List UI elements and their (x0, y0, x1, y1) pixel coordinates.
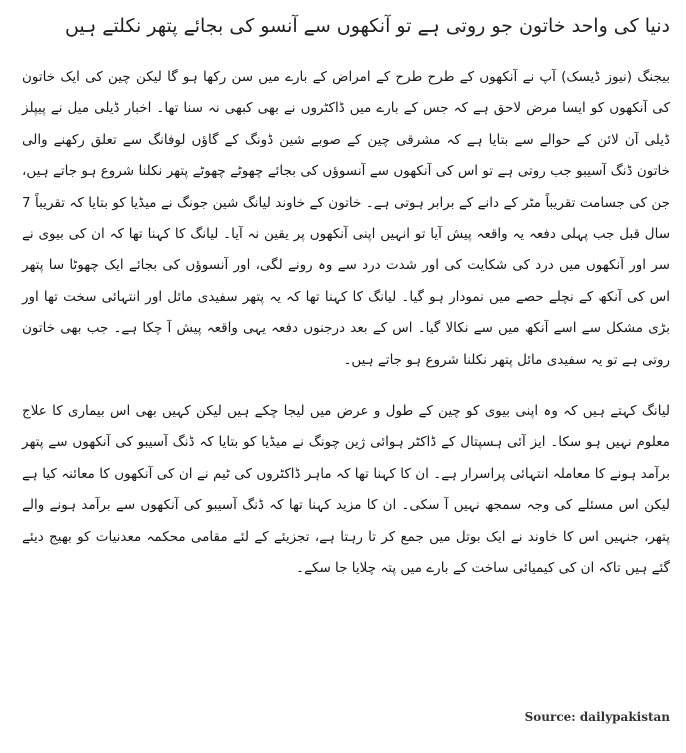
source-credit: Source: dailypakistan (524, 710, 670, 724)
article-paragraph-2: لیانگ کہتے ہیں کہ وہ اپنی بیوی کو چین کے طول و عرض میں لیجا چکے ہیں لیکن کہیں بھی اس بیماری کا علاج معلوم نہیں ہو سکا۔ ایز آئی ہسپتال کے ڈاکٹر ہوائی ژین چونگ نے میڈیا کو بتایا کہ ڈنگ آسیبو کی آنکھوں سے پتھر برآمد ہونے کا معاملہ انتہائی پراسرار ہے۔ ان کا کہنا تھا کہ ماہر ڈاکٹروں کی ٹیم نے ان کی آنکھوں کا معائنہ کیا ہے لیکن اس مسئلے کی وجہ سمجھ نہیں آ سکی۔ ان کا مزید کہنا تھا کہ ڈنگ آسیبو کی آنکھوں سے برآمد ہونے والے پتھر، جنہیں اس کا خاوند نے ایک بوتل میں جمع کر تا رہتا ہے، تجزیئے کے لئے مقامی محکمہ معدنیات کو بھیج دیئے گئے ہیں تاکہ ان کی کیمیائی ساخت کے بارے میں پتہ چلایا جا سکے۔ (22, 403, 670, 577)
article-headline: دنیا کی واحد خاتون جو روتی ہے تو آنکھوں سے آنسو کی بجائے پتھر نکلتے ہیں (64, 15, 670, 37)
article-body (22, 62, 670, 585)
article-paragraph-1: بیجنگ (نیوز ڈیسک) آپ نے آنکھوں کے طرح طرح کے امراض کے بارے میں سن رکھا ہو گا لیکن چین کی ایک خاتون کی آنکھوں کو ایسا مرض لاحق ہے کہ جس کے بارے میں ڈاکٹروں نے بھی کبھی نہ سنا تھا۔ اخبار ڈیلی میل نے پیپلز ڈیلی آن لائن کے حوالے سے بتایا ہے کہ مشرقی چین کے صوبے شین ڈونگ کے گاؤں لوفانگ سے تعلق رکھنے والی خاتون ڈنگ آسیبو جب روتی ہے تو اس کی آنکھوں سے آنسوؤں کی بجائے چھوٹے چھوٹے پتھر نکلنا شروع ہو جاتے ہیں، جن کی جسامت تقریباً مٹر کے دانے کے برابر ہوتی ہے۔ خاتون کے خاوند لیانگ شین جونگ نے میڈیا کو بتایا کہ تقریباً 7 سال قبل جب پہلی دفعہ یہ واقعہ پیش آیا تو انہیں اپنی آنکھوں پر یقین نہ آیا۔ لیانگ کا کہنا تھا کہ ان کی بیوی نے سر اور آنکھوں میں درد کی شکایت کی اور شدت درد سے وہ رونے لگی، اور آنسوؤں کی بجائے ایک چھوٹا سا پتھر اس کی آنکھ کے نچلے حصے میں نمودار ہو گیا۔ لیانگ کا کہنا تھا کہ یہ پتھر سفیدی مائل اور انتہائی سخت تھا اور بڑی مشکل سے اسے آنکھ میں سے نکالا گیا۔ اس کے بعد درجنوں دفعہ یہی واقعہ پیش آ چکا ہے۔ جب بھی خاتون روتی ہے تو یہ سفیدی مائل پتھر نکلنا شروع ہو جاتے ہیں۔ (22, 69, 670, 368)
